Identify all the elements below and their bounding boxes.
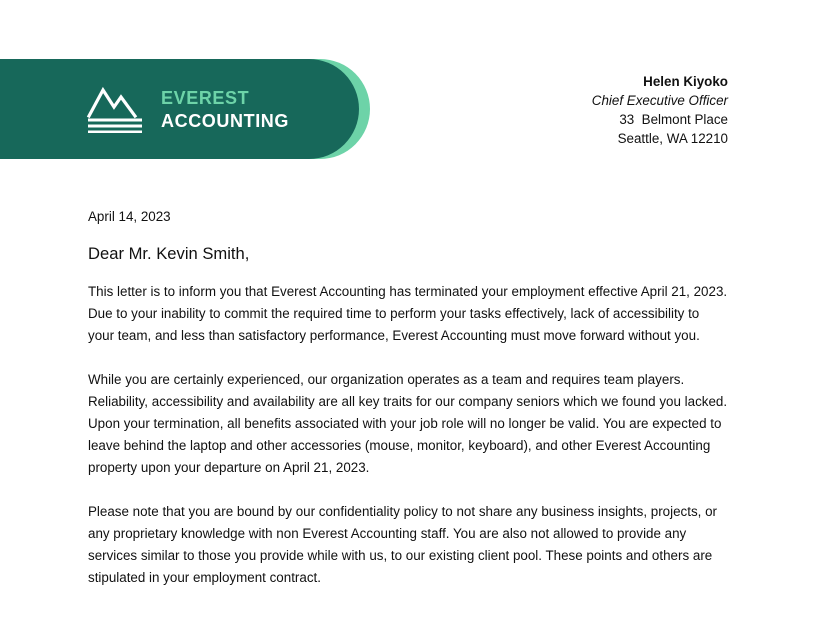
letter-date: April 14, 2023 bbox=[88, 209, 171, 224]
brand-name-line2: ACCOUNTING bbox=[161, 111, 289, 131]
sender-address-line1: 33 Belmont Place bbox=[619, 112, 728, 127]
brand-name-line1: EVEREST bbox=[161, 88, 250, 108]
mountain-icon bbox=[86, 85, 144, 133]
sender-name: Helen Kiyoko bbox=[643, 74, 728, 89]
brand-logotype bbox=[161, 87, 289, 133]
letter-paragraph: This letter is to inform you that Everest Accounting has terminated your employment effective April 21, 2023. Due to your inability to commit the required time to perform your tasks effectively, lack of accessibility to your team, and less than satisfactory performance, Everest Accounting must move forward without you. bbox=[88, 284, 728, 343]
sender-title: Chief Executive Officer bbox=[591, 93, 728, 108]
sender-block bbox=[592, 72, 728, 148]
letter-paragraph: While you are certainly experienced, our organization operates as a team and requires team players. Reliability, accessibility and availability are all key traits for our company seniors which we found you lacked. Upon your termination, all benefits associated with your job role will no longer be valid. You are expected to leave behind the laptop and other accessories (mouse, monitor, keyboard), and other Everest Accounting property upon your departure on April 21, 2023. bbox=[88, 372, 728, 475]
sender-address-line2: Seattle, WA 12210 bbox=[617, 131, 728, 146]
letter-body bbox=[88, 206, 728, 611]
letter-paragraph: Please note that you are bound by our confidentiality policy to not share any business insights, projects, or any proprietary knowledge with non Everest Accounting staff. You are also not allowed to provide any services similar to those you provide while with us, to our existing client pool. These points and others are stipulated in your employment contract. bbox=[88, 504, 717, 585]
letter-salutation: Dear Mr. Kevin Smith, bbox=[88, 244, 250, 263]
